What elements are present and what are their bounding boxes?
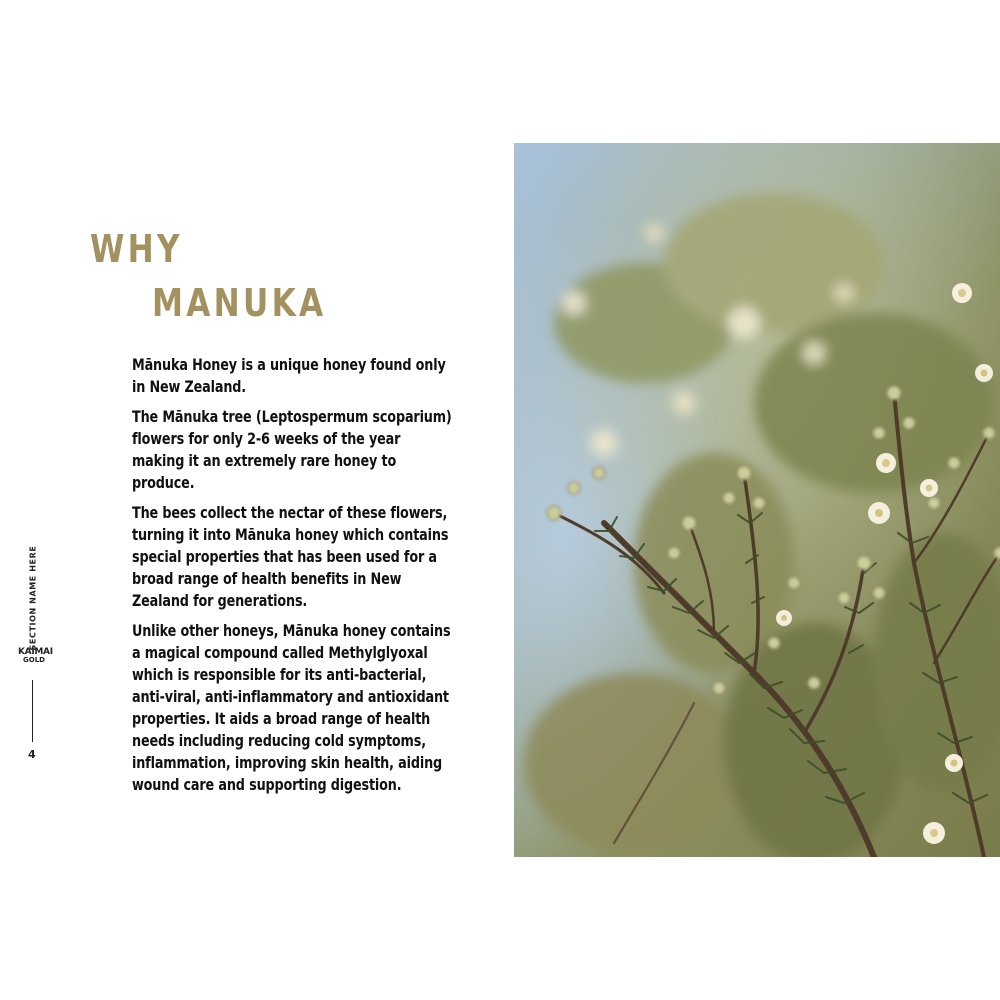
page-number: 4 [28,748,36,761]
paragraph: Mānuka Honey is a unique honey found only in New Zealand. [132,355,446,396]
logo-text-top: KAIMAI [18,647,53,657]
photo-illustration [514,143,1000,857]
body-text [132,354,452,804]
logo-text-bottom: GOLD [23,656,45,664]
heading-line-1: WHY [90,227,183,271]
paragraph: The bees collect the nectar of these flowers, turning it into Mānuka honey which contains special properties that has been used for a broad range of health benefits in New Zealand for generations. [132,503,449,610]
section-name-label: SECTION NAME HERE [28,545,38,651]
paragraph: Unlike other honeys, Mānuka honey contains a magical compound called Methylglyoxal which is responsible for its anti-bacterial, anti-viral, anti-inflammatory and antioxidant properties. It aids a broad range of health needs including reducing cold symptoms, inflammation, improving skin health, aiding wound care and supporting digestion. [132,621,451,794]
sidebar-divider [32,680,33,742]
brand-logo [18,647,53,664]
paragraph: The Mānuka tree (Leptospermum scoparium) flowers for only 2-6 weeks of the year making it an extremely rare honey to produce. [132,407,452,492]
heading-line-2: MANUKA [152,281,327,325]
manuka-flowers-photo [514,143,1000,857]
